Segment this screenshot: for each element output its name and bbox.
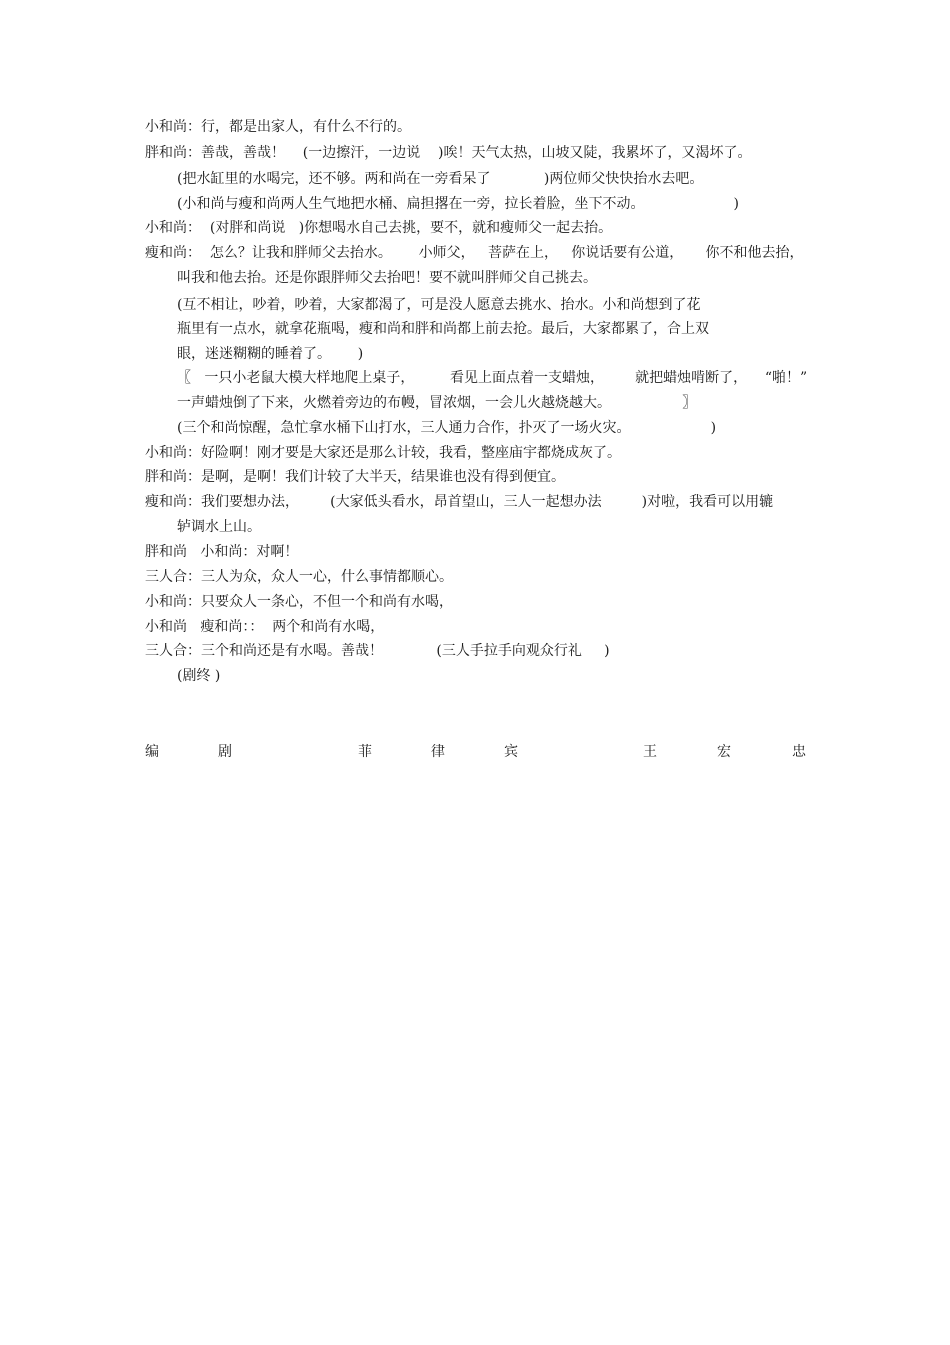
script-line: (剧终 ) xyxy=(177,668,221,684)
script-line: 小和尚：好险啊！刚才要是大家还是那么计较，我看，整座庙宇都烧成灰了。 xyxy=(145,445,621,461)
script-line: 瘦和尚：我们要想办法， (大家低头看水，昂首望山，三人一起想办法 )对啦，我看可以用辘 xyxy=(145,494,774,510)
script-line: 瘦和尚： 怎么？让我和胖师父去抬水。 小师父， 菩萨在上， 你说话要有公道， 你不和他去抬， xyxy=(145,245,804,261)
script-line: 叫我和他去抬。还是你跟胖师父去抬吧！要不就叫胖师父自己挑去。 xyxy=(177,270,597,286)
script-line: (互不相让，吵着，吵着，大家都渴了，可是没人愿意去挑水、抬水。小和尚想到了花 xyxy=(177,297,701,313)
credit-name-char: 律 xyxy=(431,744,445,760)
credit-label-char: 编 xyxy=(145,744,159,760)
script-line: (小和尚与瘦和尚两人生气地把水桶、扁担撂在一旁，拉长着脸，坐下不动。 ) xyxy=(177,196,739,212)
script-line: 胖和尚：是啊，是啊！我们计较了大半天，结果谁也没有得到便宜。 xyxy=(145,469,565,485)
script-line: 三人合：三人为众，众人一心，什么事情都顺心。 xyxy=(145,569,453,585)
script-line: 小和尚： (对胖和尚说 )你想喝水自己去挑，要不，就和瘦师父一起去抬。 xyxy=(145,220,613,236)
credit-name-char: 宾 xyxy=(504,744,518,760)
script-line: 眼，迷迷糊糊的睡着了。 ) xyxy=(177,346,364,362)
script-line: 瓶里有一点水，就拿花瓶喝，瘦和尚和胖和尚都上前去抢。最后，大家都累了，合上双 xyxy=(177,321,709,337)
script-line: 胖和尚 小和尚：对啊！ xyxy=(145,544,299,560)
credit-name-char: 宏 xyxy=(717,744,731,760)
credit-name-char: 菲 xyxy=(358,744,372,760)
script-line: (三个和尚惊醒，急忙拿水桶下山打水，三人通力合作，扑灭了一场火灾。 ) xyxy=(177,420,717,436)
script-line: 〖 一只小老鼠大模大样地爬上桌子， 看见上面点着一支蜡烛， 就把蜡烛啃断了， “啪！” xyxy=(177,370,808,386)
script-line: 小和尚：只要众人一条心，不但一个和尚有水喝， xyxy=(145,594,453,610)
script-line: 三人合：三个和尚还是有水喝。善哉！ (三人手拉手向观众行礼 ) xyxy=(145,643,610,659)
script-line: 一声蜡烛倒了下来，火燃着旁边的布幔，冒浓烟，一会儿火越烧越大。 〗 xyxy=(177,395,697,411)
script-line: 小和尚 瘦和尚：： 两个和尚有水喝， xyxy=(145,619,385,635)
credit-name-char: 忠 xyxy=(792,744,806,760)
script-line: 轳调水上山。 xyxy=(177,519,261,535)
script-line: (把水缸里的水喝完，还不够。两和尚在一旁看呆了 )两位师父快快抬水去吧。 xyxy=(177,171,704,187)
script-line: 胖和尚：善哉，善哉！ (一边擦汗，一边说 )唉！天气太热，山坡又陡，我累坏了，又渴坏了。 xyxy=(145,145,752,161)
credits-line xyxy=(145,743,810,763)
script-line: 小和尚：行，都是出家人，有什么不行的。 xyxy=(145,119,411,135)
credit-name-char: 王 xyxy=(643,744,657,760)
credit-label-char: 剧 xyxy=(218,744,232,760)
